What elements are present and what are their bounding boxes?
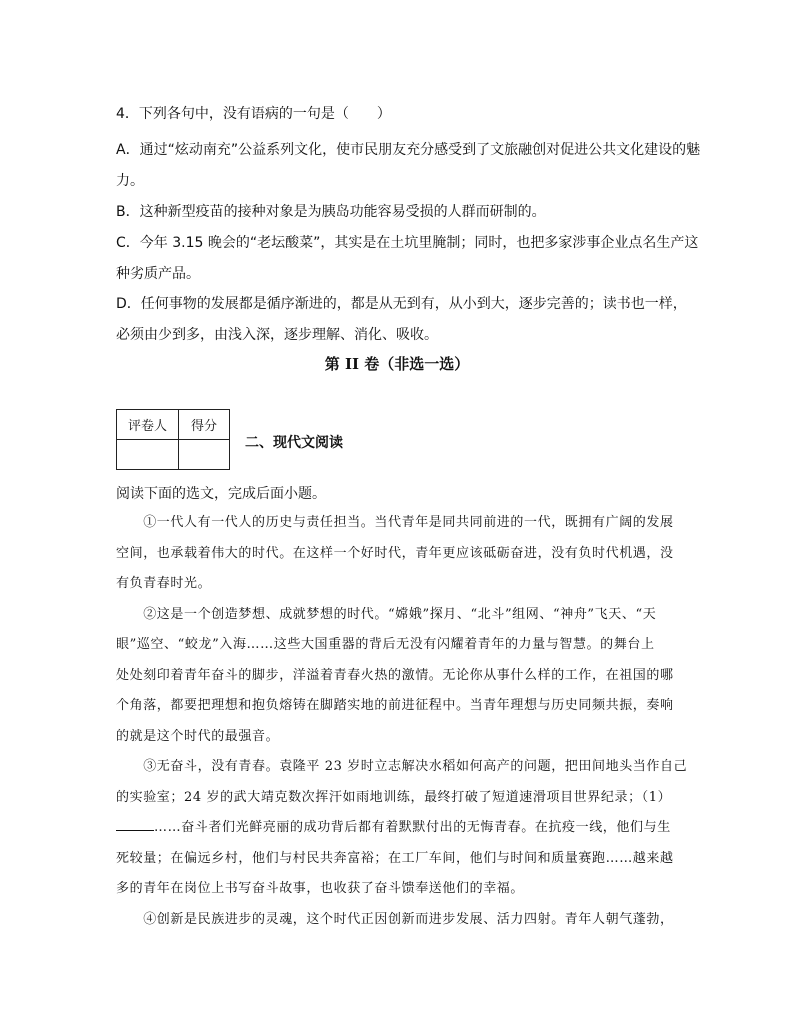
- reviewer-header: 评卷人: [117, 410, 179, 440]
- passage-p3-line1: ③无奋斗，没有青春。袁隆平 23 岁时立志解决水稻如何高产的问题，把田间地头当作自己: [116, 759, 688, 774]
- passage-p3-line3-text: ……奋斗者们光鲜亮丽的成功背后都有着默默付出的无悔青春。在抗疫一线，他们与生: [154, 820, 671, 835]
- section-title: 二、现代文阅读: [245, 435, 343, 451]
- option-d-line2: 必须由少到多，由浅入深，逐步理解、消化、吸收。: [116, 327, 438, 343]
- score-header: 得分: [179, 410, 230, 440]
- passage-p2-line3: 处处刻印着青年奋斗的脚步，洋溢着青春火热的激情。无论你从事什么样的工作，在祖国的哪: [116, 668, 674, 683]
- passage-p3-line2: 的实验室；24 岁的武大靖克数次挥汗如雨地训练，最终打破了短道速滑项目世界纪录；（1）: [116, 790, 672, 805]
- option-c-line2: 种劣质产品。: [116, 266, 200, 282]
- option-b: B．这种新型疫苗的接种对象是为胰岛功能容易受损的人群而研制的。: [116, 204, 546, 220]
- grade-table: [116, 409, 230, 470]
- passage-p3-line3: [116, 818, 671, 838]
- option-a-line1: A．通过“炫动南充”公益系列文化，使市民朋友充分感受到了文旅融创对促进公共文化建设的魅: [116, 142, 701, 158]
- option-d-line1: D．任何事物的发展都是循序渐进的，都是从无到有，从小到大，逐步完善的；读书也一样，: [116, 296, 687, 312]
- passage-p2-line2: 眼”巡空、“蛟龙”入海……这些大国重器的背后无没有闪耀着青年的力量与智慧。的舞台上: [116, 637, 655, 652]
- instruction: 阅读下面的选文，完成后面小题。: [116, 486, 326, 502]
- passage-p2-line1: ②这是一个创造梦想、成就梦想的时代。“嫦娥”探月、“北斗”组网、“神舟”飞天、“天: [116, 607, 657, 622]
- passage-p2-line4: 个角落，都要把理想和抱负熔铸在脚踏实地的前进征程中。当青年理想与历史同频共振，奏响: [116, 698, 674, 713]
- passage-p2-line5: 的就是这个时代的最强音。: [116, 729, 280, 744]
- passage-p1-line3: 有负青春时光。: [116, 576, 212, 591]
- option-a-line2: 力。: [116, 173, 144, 189]
- passage-p1-line1: ①一代人有一代人的历史与责任担当。当代青年是同共同前进的一代，既拥有广阔的发展: [116, 515, 674, 530]
- question-stem: 4．下列各句中，没有语病的一句是（ ）: [116, 106, 391, 122]
- passage-p1-line2: 空间，也承载着伟大的时代。在这样一个好时代，青年更应该砥砺奋进，没有负时代机遇，没: [116, 546, 674, 561]
- passage-p3-line4: 死较量；在偏远乡村，他们与村民共奔富裕；在工厂车间，他们与时间和质量赛跑……越来越: [116, 851, 674, 866]
- reviewer-cell[interactable]: [117, 440, 179, 470]
- score-cell[interactable]: [179, 440, 230, 470]
- passage-p3-line5: 多的青年在岗位上书写奋斗故事，也收获了奋斗馈奉送他们的幸福。: [116, 881, 525, 896]
- option-c-line1: C．今年 3.15 晚会的“老坛酸菜”，其实是在土坑里腌制；同时，也把多家涉事企业点名生产这: [116, 235, 699, 251]
- answer-blank[interactable]: [116, 818, 154, 831]
- part-title: 第 II 卷（非选一选）: [324, 355, 470, 373]
- passage-p4-line1: ④创新是民族进步的灵魂，这个时代正因创新而进步发展、活力四射。青年人朝气蓬勃，: [116, 912, 674, 927]
